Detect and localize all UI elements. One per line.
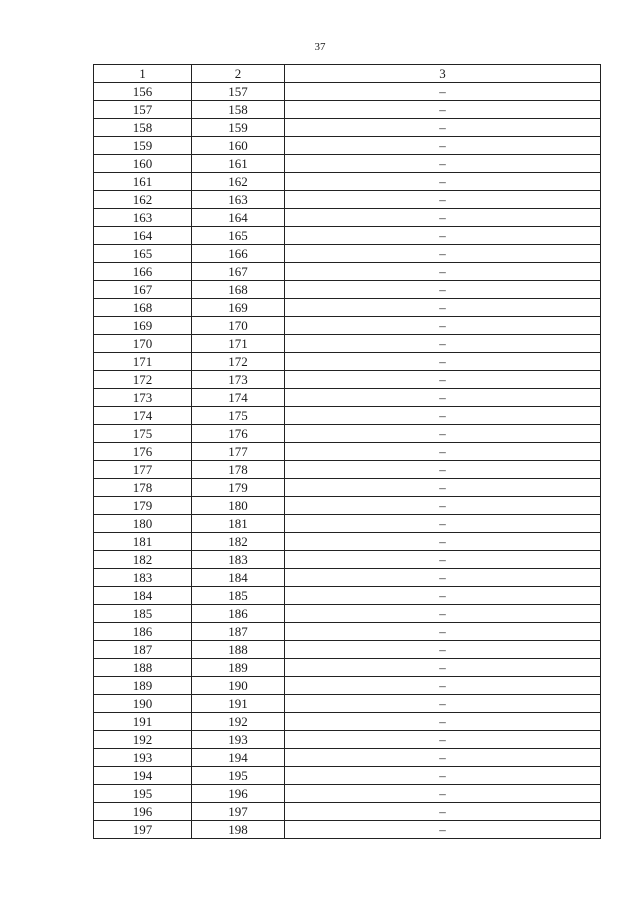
table-row <box>94 353 601 371</box>
table-cell-col-3: – <box>285 101 601 119</box>
table-cell-col-3: – <box>285 785 601 803</box>
table-cell-col-1: 177 <box>94 461 192 479</box>
table-cell-col-2: 178 <box>192 461 285 479</box>
table-cell-col-1: 188 <box>94 659 192 677</box>
table-cell-col-3: – <box>285 191 601 209</box>
table-row <box>94 659 601 677</box>
table-cell-col-2: 198 <box>192 821 285 839</box>
table-cell-col-2: 163 <box>192 191 285 209</box>
table-cell-col-2: 189 <box>192 659 285 677</box>
table-row <box>94 335 601 353</box>
table-row <box>94 245 601 263</box>
table-cell-col-2: 195 <box>192 767 285 785</box>
table-cell-col-2: 194 <box>192 749 285 767</box>
table-cell-col-3: – <box>285 659 601 677</box>
table-cell-col-3: – <box>285 83 601 101</box>
table-cell-col-2: 164 <box>192 209 285 227</box>
table-cell-col-2: 191 <box>192 695 285 713</box>
table-cell-col-2: 157 <box>192 83 285 101</box>
table-row <box>94 281 601 299</box>
table-cell-col-2: 169 <box>192 299 285 317</box>
table-row <box>94 551 601 569</box>
table-cell-col-3: – <box>285 497 601 515</box>
table-cell-col-3: – <box>285 281 601 299</box>
table-cell-col-2: 179 <box>192 479 285 497</box>
table-cell-col-1: 167 <box>94 281 192 299</box>
table-cell-col-3: – <box>285 479 601 497</box>
table-row <box>94 497 601 515</box>
table-row <box>94 605 601 623</box>
table-cell-col-3: – <box>285 461 601 479</box>
table-cell-col-1: 161 <box>94 173 192 191</box>
table-cell-col-1: 168 <box>94 299 192 317</box>
table-row <box>94 731 601 749</box>
table-row <box>94 299 601 317</box>
table-row <box>94 155 601 173</box>
table-cell-col-3: – <box>285 515 601 533</box>
table-cell-col-3: – <box>285 173 601 191</box>
table-row <box>94 119 601 137</box>
table-row <box>94 713 601 731</box>
table-row <box>94 443 601 461</box>
table-cell-col-2: 193 <box>192 731 285 749</box>
table-row <box>94 191 601 209</box>
table-row <box>94 803 601 821</box>
table-cell-col-2: 162 <box>192 173 285 191</box>
table-cell-col-1: 180 <box>94 515 192 533</box>
table-row <box>94 749 601 767</box>
table-cell-col-1: 157 <box>94 101 192 119</box>
table-cell-col-3: – <box>285 245 601 263</box>
table-row <box>94 227 601 245</box>
table-cell-col-2: 192 <box>192 713 285 731</box>
table-cell-col-1: 156 <box>94 83 192 101</box>
table-cell-col-1: 165 <box>94 245 192 263</box>
table-cell-col-1: 194 <box>94 767 192 785</box>
table-cell-col-2: 187 <box>192 623 285 641</box>
table-cell-col-1: 171 <box>94 353 192 371</box>
table-cell-col-3: – <box>285 767 601 785</box>
table-cell-col-3: – <box>285 263 601 281</box>
table-cell-col-3: – <box>285 227 601 245</box>
table-cell-col-1: 166 <box>94 263 192 281</box>
table-cell-col-2: 168 <box>192 281 285 299</box>
table-row <box>94 263 601 281</box>
table-cell-col-1: 190 <box>94 695 192 713</box>
table-cell-col-3: – <box>285 569 601 587</box>
table-row <box>94 425 601 443</box>
table-row <box>94 821 601 839</box>
table-row <box>94 533 601 551</box>
table-row <box>94 785 601 803</box>
table-cell-col-1: 158 <box>94 119 192 137</box>
table-cell-col-1: 164 <box>94 227 192 245</box>
table-row <box>94 479 601 497</box>
table-cell-col-1: 181 <box>94 533 192 551</box>
table-row <box>94 569 601 587</box>
table-cell-col-2: 160 <box>192 137 285 155</box>
table-cell-col-1: 162 <box>94 191 192 209</box>
table-cell-col-2: 173 <box>192 371 285 389</box>
table-cell-col-3: – <box>285 137 601 155</box>
table-cell-col-2: 165 <box>192 227 285 245</box>
table-cell-col-1: 191 <box>94 713 192 731</box>
table-cell-col-1: 196 <box>94 803 192 821</box>
table-cell-col-3: – <box>285 821 601 839</box>
table-cell-col-2: 182 <box>192 533 285 551</box>
table-cell-col-2: 177 <box>192 443 285 461</box>
page-number: 37 <box>314 41 326 53</box>
table-cell-col-3: – <box>285 407 601 425</box>
table-row <box>94 677 601 695</box>
table-cell-col-1: 159 <box>94 137 192 155</box>
table-cell-col-2: 184 <box>192 569 285 587</box>
table-cell-col-1: 178 <box>94 479 192 497</box>
table-cell-col-2: 174 <box>192 389 285 407</box>
table-row <box>94 641 601 659</box>
table-cell-col-2: 185 <box>192 587 285 605</box>
table-cell-col-3: – <box>285 371 601 389</box>
table-cell-col-2: 170 <box>192 317 285 335</box>
table-cell-col-2: 167 <box>192 263 285 281</box>
table-cell-col-3: – <box>285 119 601 137</box>
table-cell-col-1: 160 <box>94 155 192 173</box>
table-cell-col-2: 196 <box>192 785 285 803</box>
table-cell-col-3: – <box>285 587 601 605</box>
table-cell-col-2: 166 <box>192 245 285 263</box>
table-cell-col-2: 181 <box>192 515 285 533</box>
table-cell-col-1: 195 <box>94 785 192 803</box>
table-cell-col-2: 159 <box>192 119 285 137</box>
table-cell-col-2: 183 <box>192 551 285 569</box>
table-row <box>94 137 601 155</box>
table-row <box>94 623 601 641</box>
table-cell-col-1: 174 <box>94 407 192 425</box>
table-cell-col-3: – <box>285 677 601 695</box>
table-row <box>94 389 601 407</box>
table-cell-col-3: – <box>285 389 601 407</box>
table-cell-col-2: 172 <box>192 353 285 371</box>
table-cell-col-3: – <box>285 749 601 767</box>
table-row <box>94 695 601 713</box>
table-cell-col-3: – <box>285 605 601 623</box>
table-cell-col-1: 172 <box>94 371 192 389</box>
table-cell-col-1: 187 <box>94 641 192 659</box>
table-row <box>94 173 601 191</box>
table-cell-col-3: – <box>285 335 601 353</box>
table-cell-col-1: 189 <box>94 677 192 695</box>
table-row <box>94 101 601 119</box>
table-cell-col-3: – <box>285 695 601 713</box>
column-header-1: 1 <box>94 65 192 83</box>
table-cell-col-2: 188 <box>192 641 285 659</box>
table-cell-col-2: 176 <box>192 425 285 443</box>
table-row <box>94 515 601 533</box>
table-row <box>94 461 601 479</box>
table-cell-col-3: – <box>285 209 601 227</box>
table-cell-col-1: 185 <box>94 605 192 623</box>
table-cell-col-1: 175 <box>94 425 192 443</box>
table-cell-col-1: 170 <box>94 335 192 353</box>
table-cell-col-3: – <box>285 533 601 551</box>
table-cell-col-2: 186 <box>192 605 285 623</box>
table-cell-col-2: 161 <box>192 155 285 173</box>
table-cell-col-1: 193 <box>94 749 192 767</box>
table-cell-col-1: 179 <box>94 497 192 515</box>
table-row <box>94 371 601 389</box>
table-cell-col-3: – <box>285 443 601 461</box>
table-cell-col-2: 190 <box>192 677 285 695</box>
table-cell-col-1: 176 <box>94 443 192 461</box>
table-row <box>94 317 601 335</box>
column-header-3: 3 <box>285 65 601 83</box>
table-cell-col-1: 192 <box>94 731 192 749</box>
table-row <box>94 587 601 605</box>
table-cell-col-3: – <box>285 551 601 569</box>
table-cell-col-3: – <box>285 299 601 317</box>
table-cell-col-1: 183 <box>94 569 192 587</box>
table-cell-col-3: – <box>285 425 601 443</box>
table-cell-col-3: – <box>285 353 601 371</box>
table-cell-col-2: 197 <box>192 803 285 821</box>
table-cell-col-1: 163 <box>94 209 192 227</box>
table-cell-col-1: 197 <box>94 821 192 839</box>
table-cell-col-2: 175 <box>192 407 285 425</box>
column-header-2: 2 <box>192 65 285 83</box>
table-row <box>94 767 601 785</box>
table-cell-col-3: – <box>285 641 601 659</box>
table-cell-col-2: 171 <box>192 335 285 353</box>
table-cell-col-3: – <box>285 803 601 821</box>
table-cell-col-2: 158 <box>192 101 285 119</box>
table-cell-col-1: 173 <box>94 389 192 407</box>
table-cell-col-3: – <box>285 731 601 749</box>
table-cell-col-3: – <box>285 317 601 335</box>
table-cell-col-1: 169 <box>94 317 192 335</box>
table-header-row <box>94 65 601 83</box>
table-cell-col-1: 186 <box>94 623 192 641</box>
table-cell-col-3: – <box>285 713 601 731</box>
table-body <box>94 83 601 839</box>
table-cell-col-3: – <box>285 623 601 641</box>
table-cell-col-1: 182 <box>94 551 192 569</box>
table-cell-col-1: 184 <box>94 587 192 605</box>
data-table <box>93 64 601 839</box>
table-row <box>94 407 601 425</box>
table-cell-col-3: – <box>285 155 601 173</box>
table-row <box>94 209 601 227</box>
table-cell-col-2: 180 <box>192 497 285 515</box>
table-row <box>94 83 601 101</box>
